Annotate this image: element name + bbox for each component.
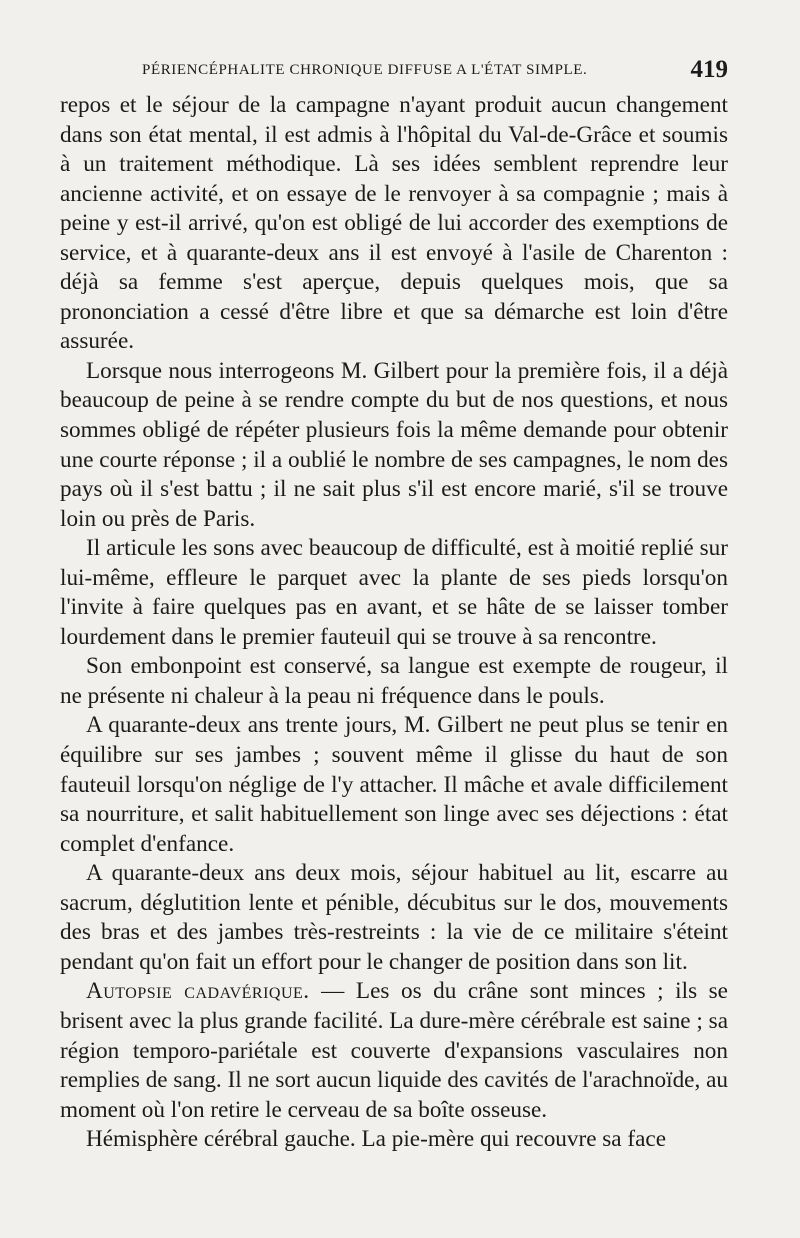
page-header xyxy=(60,56,728,86)
paragraph: Lorsque nous interrogeons M. Gilbert pour la première fois, il a déjà beaucoup de peine à se rendre compte du but de nos questions, et nous sommes obligé de répéter plusieurs fois la même demande pour obtenir une courte réponse ; il a oublié le nombre de ses campagnes, le nom des pays où il s'est battu ; il ne sait plus s'il est encore marié, s'il se trouve loin ou près de Paris. xyxy=(60,357,728,532)
paragraph: Son embonpoint est conservé, sa langue est exempte de rougeur, il ne présente ni chaleur à la peau ni fréquence dans le pouls. xyxy=(60,653,728,709)
page-number: 419 xyxy=(690,56,728,83)
paragraph-autopsy xyxy=(60,977,728,1125)
running-head: PÉRIENCÉPHALITE CHRONIQUE DIFFUSE A L'ÉTAT SIMPLE. xyxy=(142,62,588,78)
body-text xyxy=(60,91,728,1155)
paragraph: A quarante-deux ans trente jours, M. Gilbert ne peut plus se tenir en équilibre sur ses jambes ; souvent même il glisse du haut de son fauteuil lorsqu'on néglige de l'y attacher. Il mâche et avale difficilement sa nourriture, et salit habituellement son linge avec ses déjections : état complet d'enfance. xyxy=(60,712,728,857)
paragraph: A quarante-deux ans deux mois, séjour habituel au lit, escarre au sacrum, déglutition lente et pénible, décubitus sur le dos, mouvements des bras et des jambes très-restreints : la vie de ce militaire s'éteint pendant qu'on fait un effort pour le changer de position dans son lit. xyxy=(60,860,728,975)
paragraph: repos et le séjour de la campagne n'ayant produit aucun changement dans son état mental, il est admis à l'hôpital du Val-de-Grâce et soumis à un traitement méthodique. Là ses idées semblent reprendre leur ancienne activité, et on essaye de le renvoyer à sa compagnie ; mais à peine y est-il arrivé, qu'on est obligé de lui accorder des exemptions de service, et à quarante-deux ans il est envoyé à l'asile de Charenton : déjà sa femme s'est aperçue, depuis quelques mois, que sa prononciation a cessé d'être libre et que sa démarche est loin d'être assurée. xyxy=(60,92,728,355)
section-lead: Autopsie cadavérique. xyxy=(86,978,310,1005)
paragraph: Hémisphère cérébral gauche. La pie-mère qui recouvre sa face xyxy=(86,1126,666,1153)
paragraph: Il articule les sons avec beaucoup de difficulté, est à moitié replié sur lui-même, effleure le parquet avec la plante de ses pieds lorsqu'on l'invite à faire quelques pas en avant, et se hâte de se laisser tomber lourdement dans le premier fauteuil qui se trouve à sa rencontre. xyxy=(60,535,728,650)
paragraph-text: — Les os du crâne sont minces ; ils se brisent avec la plus grande facilité. La dure-mère cérébrale est saine ; sa région temporo-pariétale est couverte d'expansions vasculaires non remplies de sang. Il ne sort aucun liquide des cavités de l'arachnoïde, au moment où l'on retire le cerveau de sa boîte osseuse. xyxy=(60,978,728,1123)
